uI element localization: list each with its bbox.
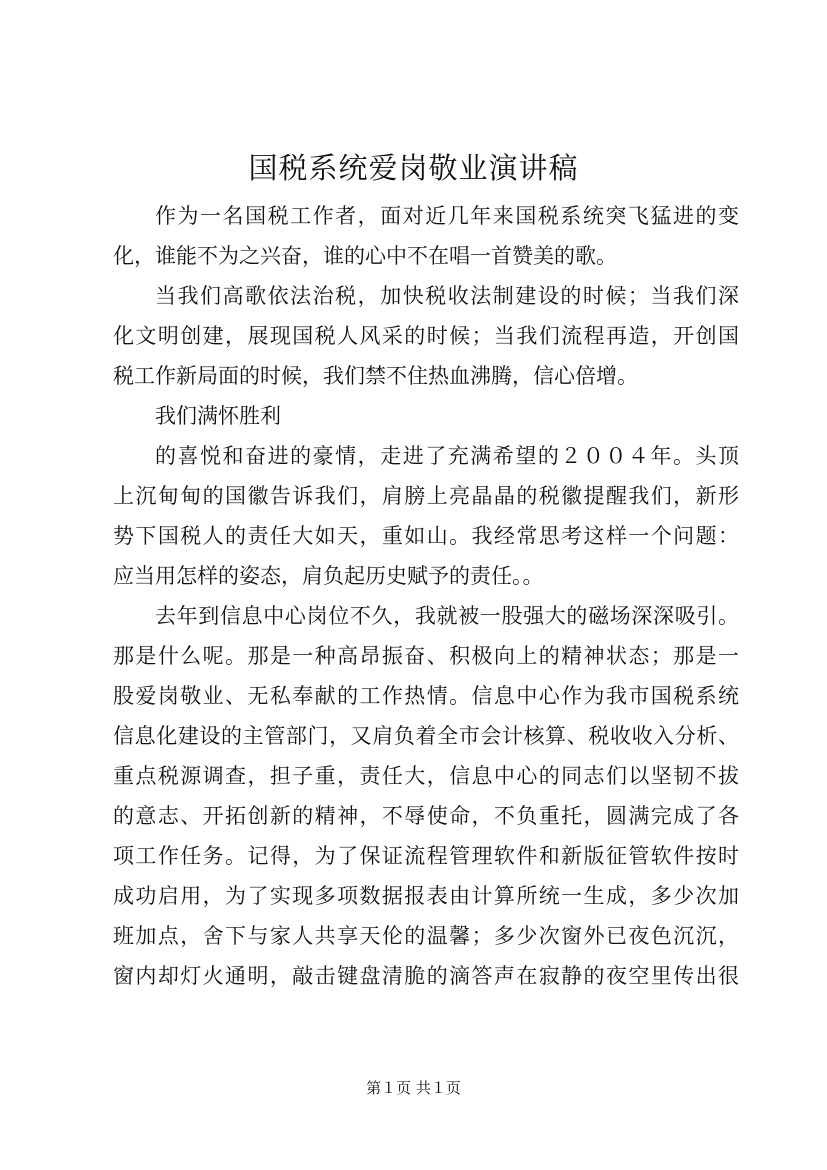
document-body	[113, 196, 739, 996]
body-line: 项工作任务。记得，为了保证流程管理软件和新版征管软件按时	[113, 844, 739, 868]
body-line: 化文明创建，展现国税人风采的时候；当我们流程再造，开创国	[113, 324, 739, 348]
body-line: 当我们高歌依法治税，加快税收法制建设的时候；当我们深	[155, 284, 739, 308]
body-line: 税工作新局面的时候，我们禁不住热血沸腾，信心倍增。	[113, 364, 638, 388]
body-line: 成功启用，为了实现多项数据报表由计算所统一生成，多少次加	[113, 884, 739, 908]
body-line: 应当用怎样的姿态，肩负起历史赋予的责任。。	[113, 564, 544, 588]
page-number-footer: 第１页 共１页	[366, 1079, 461, 1097]
body-line: 作为一名国税工作者，面对近几年来国税系统突飞猛进的变	[155, 204, 739, 228]
body-line: 势下国税人的责任大如天，重如山。我经常思考这样一个问题：	[113, 524, 739, 548]
document-title: 国税系统爱岗敬业演讲稿	[248, 151, 579, 185]
body-line: 信息化建设的主管部门，又肩负着全市会计核算、税收收入分析、	[113, 724, 739, 748]
body-line: 去年到信息中心岗位不久，我就被一股强大的磁场深深吸引。	[155, 604, 739, 628]
body-line: 我们满怀胜利	[155, 404, 281, 428]
body-line: 的喜悦和奋进的豪情，走进了充满希望的２００４年。头顶	[155, 444, 739, 468]
body-line: 那是什么呢。那是一种高昂振奋、积极向上的精神状态；那是一	[113, 644, 739, 668]
body-line: 的意志、开拓创新的精神，不辱使命，不负重托，圆满完成了各	[113, 804, 739, 828]
body-line: 窗内却灯火通明，敲击键盘清脆的滴答声在寂静的夜空里传出很	[113, 964, 739, 988]
body-line: 班加点，舍下与家人共享天伦的温馨；多少次窗外已夜色沉沉，	[113, 924, 739, 948]
body-line: 上沉甸甸的国徽告诉我们，肩膀上亮晶晶的税徽提醒我们，新形	[113, 484, 739, 508]
body-line: 股爱岗敬业、无私奉献的工作热情。信息中心作为我市国税系统	[113, 684, 739, 708]
body-line: 化，谁能不为之兴奋，谁的心中不在唱一首赞美的歌。	[113, 244, 617, 268]
body-line: 重点税源调查，担子重，责任大，信息中心的同志们以坚韧不拔	[113, 764, 739, 788]
